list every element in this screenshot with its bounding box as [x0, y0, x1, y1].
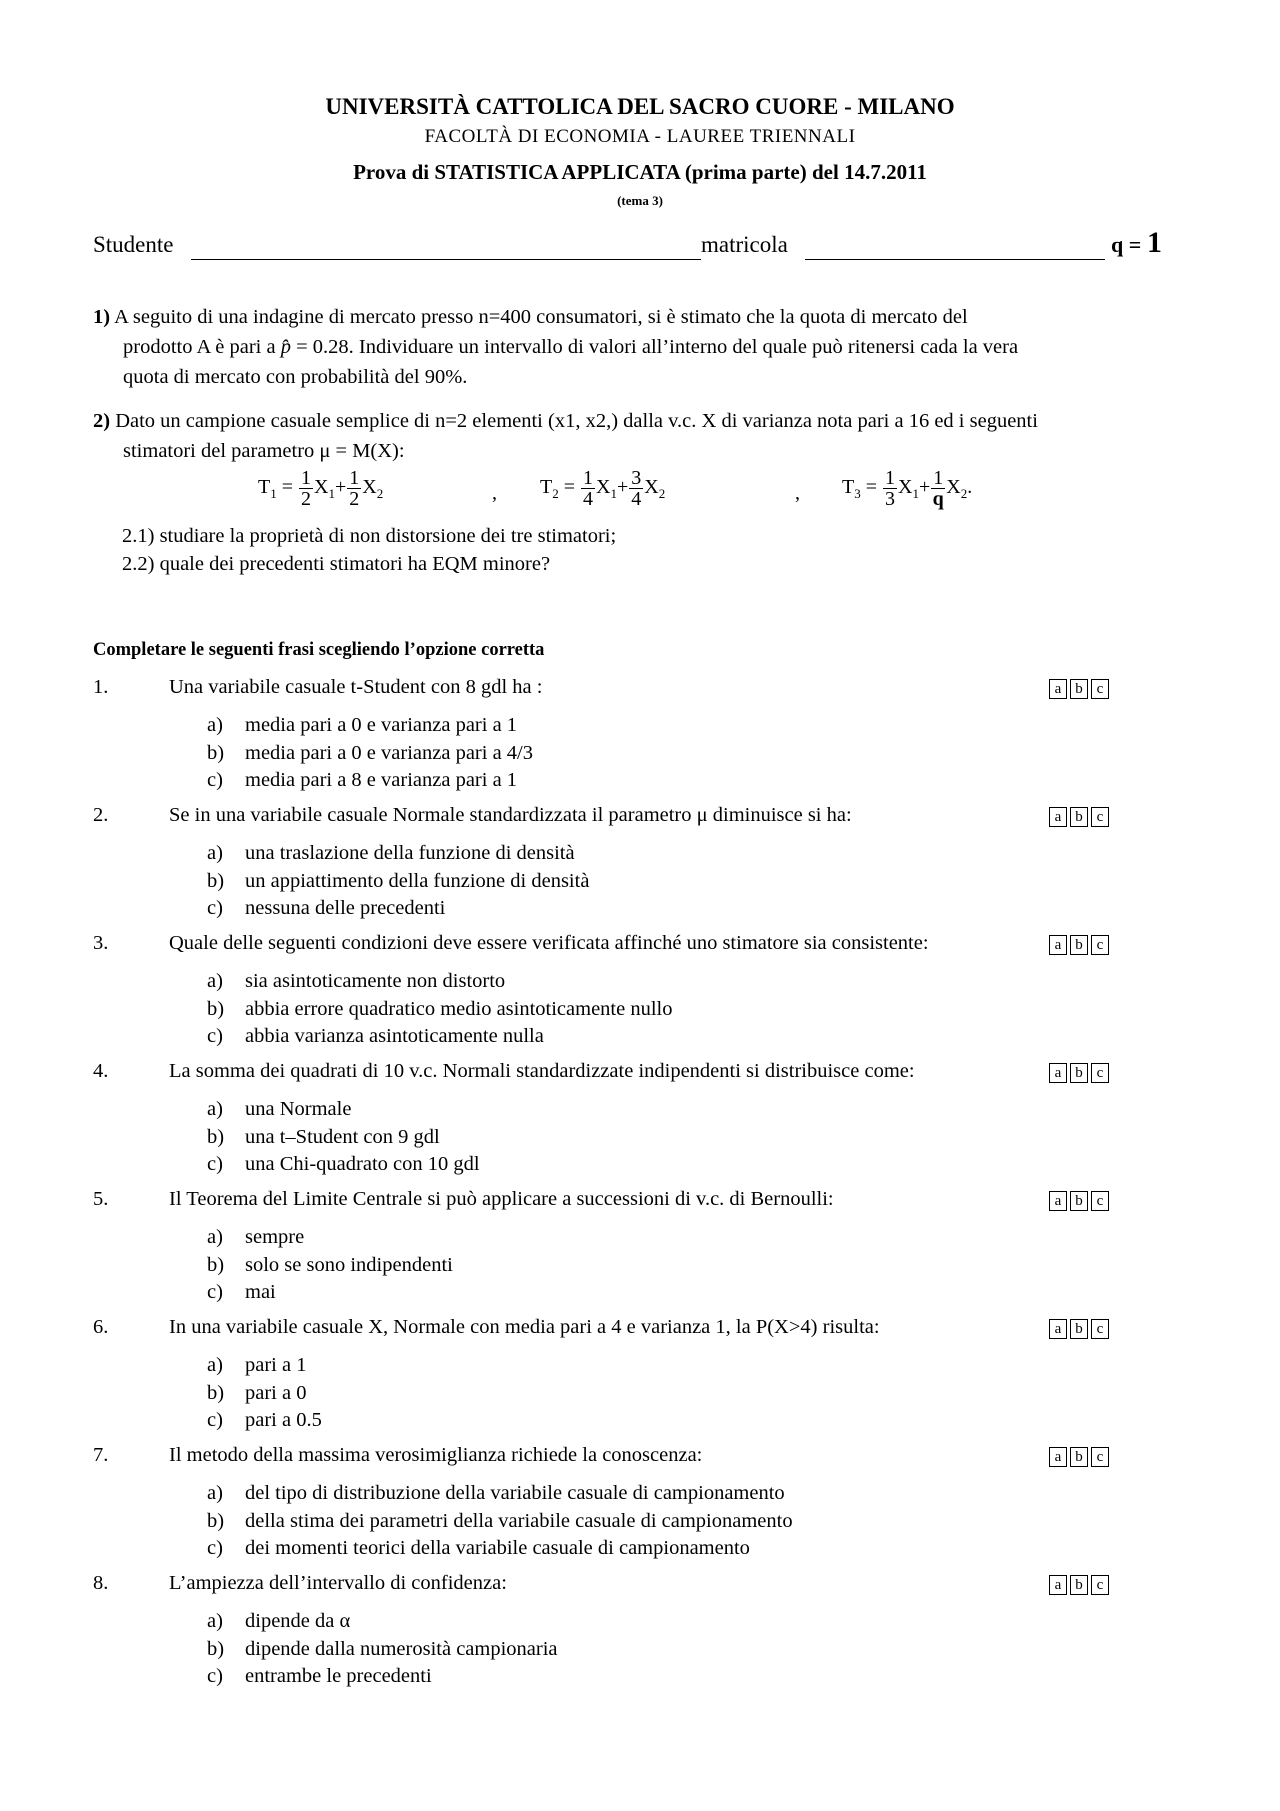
option-text: una t–Student con 9 gdl — [245, 1125, 440, 1148]
option-list — [207, 712, 533, 795]
option-text: abbia errore quadratico medio asintoticamente nullo — [245, 997, 673, 1020]
question-number: 6. — [93, 1316, 109, 1338]
option-letter: a) — [207, 1610, 223, 1632]
option-text: nessuna delle precedenti — [245, 897, 446, 919]
exercise-1-line-b: prodotto A è pari a p̂ = 0.28. Individuare un intervallo di valori all’interno del quale può ritenersi cada la vera — [123, 336, 1019, 358]
question-number: 4. — [93, 1060, 109, 1082]
option-letter: b) — [207, 1637, 225, 1660]
formula-t2: $T_2$ = $\frac{1}{4}$ $X_1+$ $\frac{3}{4}$ $X_2$ — [540, 467, 666, 510]
answer-box-a[interactable]: a — [1049, 1063, 1067, 1083]
option-item — [207, 1096, 480, 1124]
answer-box-a[interactable]: a — [1049, 807, 1067, 827]
option-text: entrambe le precedenti — [245, 1665, 432, 1687]
q-label: q = — [1111, 232, 1142, 257]
option-letter: b) — [207, 1509, 225, 1532]
option-text: pari a 1 — [245, 1354, 307, 1376]
option-letter: c) — [207, 1537, 223, 1559]
subquestion-2-1: 2.1) studiare la proprietà di non distorsione dei tre stimatori; — [122, 525, 617, 547]
answer-box-c[interactable]: c — [1091, 807, 1109, 827]
answer-box-c[interactable]: c — [1091, 1319, 1109, 1339]
question-number: 2. — [93, 804, 109, 826]
option-letter: b) — [207, 741, 225, 764]
student-label: Studente — [93, 232, 174, 257]
answer-boxes — [1049, 1191, 1109, 1211]
option-item — [207, 1663, 558, 1691]
q-value — [1111, 226, 1162, 260]
exam-title: Prova di STATISTICA APPLICATA (prima parte) del 14.7.2011 — [353, 160, 927, 184]
option-item — [207, 868, 589, 896]
question-text: Una variabile casuale t-Student con 8 gdl ha : — [169, 676, 543, 698]
answer-box-b[interactable]: b — [1070, 935, 1088, 955]
university-title: UNIVERSITÀ CATTOLICA DEL SACRO CUORE - MILANO — [325, 94, 955, 119]
answer-box-b[interactable]: b — [1070, 1447, 1088, 1467]
option-letter: c) — [207, 897, 223, 919]
matricola-label: matricola — [701, 232, 788, 257]
option-item — [207, 1124, 480, 1152]
option-item — [207, 968, 673, 996]
option-list — [207, 1096, 480, 1179]
exercise-1 — [93, 302, 1197, 392]
option-text: solo se sono indipendenti — [245, 1253, 453, 1276]
question-text: L’ampiezza dell’intervallo di confidenza: — [169, 1572, 507, 1594]
option-item — [207, 1279, 453, 1307]
option-letter: b) — [207, 1253, 225, 1276]
answer-box-b[interactable]: b — [1070, 1191, 1088, 1211]
option-text: mai — [245, 1281, 276, 1303]
answer-box-a[interactable]: a — [1049, 1319, 1067, 1339]
option-item — [207, 1224, 453, 1252]
option-text: della stima dei parametri della variabile casuale di campionamento — [245, 1509, 793, 1532]
option-text: sia asintoticamente non distorto — [245, 970, 506, 992]
option-item — [207, 1380, 322, 1408]
option-letter: c) — [207, 1025, 223, 1047]
answer-boxes — [1049, 807, 1109, 827]
option-letter: c) — [207, 1665, 223, 1687]
answer-box-c[interactable]: c — [1091, 1575, 1109, 1595]
option-text: un appiattimento della funzione di densità — [245, 869, 590, 892]
exercise-1-number: 1) — [93, 306, 111, 328]
exercise-2-number: 2) — [93, 410, 111, 432]
exercise-1-text-a: A seguito di una indagine di mercato presso n=400 consumatori, si è stimato che la quota di mercato del — [114, 306, 968, 328]
option-text: media pari a 0 e varianza pari a 1 — [245, 714, 518, 736]
question-text: Il Teorema del Limite Centrale si può applicare a successioni di v.c. di Bernoulli: — [169, 1188, 834, 1210]
subquestion-2-2: 2.2) quale dei precedenti stimatori ha EQM minore? — [122, 553, 551, 575]
exercise-1-text-c: quota di mercato con probabilità del 90%. — [123, 366, 468, 388]
option-letter: a) — [207, 842, 223, 864]
answer-box-a[interactable]: a — [1049, 679, 1067, 699]
multiple-choice-instructions: Completare le seguenti frasi scegliendo l’opzione corretta — [93, 640, 545, 660]
option-list — [207, 840, 589, 923]
formula-comma-1: , — [492, 482, 497, 504]
option-item — [207, 1407, 322, 1435]
option-text: dipende da α — [245, 1610, 351, 1632]
q-number: 1 — [1147, 226, 1163, 259]
question-number: 8. — [93, 1572, 109, 1594]
exercise-2-text-b: stimatori del parametro μ = M(X): — [123, 440, 405, 462]
answer-box-c[interactable]: c — [1091, 1063, 1109, 1083]
option-list — [207, 1224, 453, 1307]
option-text: una Normale — [245, 1098, 352, 1120]
answer-box-b[interactable]: b — [1070, 1319, 1088, 1339]
option-letter: c) — [207, 1409, 223, 1431]
answer-box-a[interactable]: a — [1049, 935, 1067, 955]
matricola-field[interactable] — [805, 259, 1105, 260]
question-text: In una variabile casuale X, Normale con media pari a 4 e varianza 1, la P(X>4) risulta: — [169, 1316, 880, 1338]
option-item — [207, 1352, 322, 1380]
question-number: 7. — [93, 1444, 109, 1466]
answer-box-b[interactable]: b — [1070, 1575, 1088, 1595]
question-text: Il metodo della massima verosimiglianza richiede la conoscenza: — [169, 1444, 703, 1466]
formula-t3: $T_3$ = $\frac{1}{3}$ $X_1+$ $\frac{1}{q}$ $X_2$. — [842, 467, 973, 510]
answer-boxes — [1049, 1447, 1109, 1467]
answer-box-a[interactable]: a — [1049, 1447, 1067, 1467]
answer-box-a[interactable]: a — [1049, 1191, 1067, 1211]
option-text: del tipo di distribuzione della variabile casuale di campionamento — [245, 1482, 785, 1504]
option-item — [207, 1535, 793, 1563]
option-item — [207, 895, 589, 923]
option-item — [207, 767, 533, 795]
answer-box-c[interactable]: c — [1091, 679, 1109, 699]
question-text: Se in una variabile casuale Normale standardizzata il parametro μ diminuisce si ha: — [169, 804, 852, 826]
answer-box-a[interactable]: a — [1049, 1575, 1067, 1595]
option-letter: a) — [207, 970, 223, 992]
answer-box-c[interactable]: c — [1091, 935, 1109, 955]
answer-box-b[interactable]: b — [1070, 679, 1088, 699]
option-letter: c) — [207, 1281, 223, 1303]
option-item — [207, 996, 673, 1024]
answer-box-b[interactable]: b — [1070, 807, 1088, 827]
exercise-2-text-a: Dato un campione casuale semplice di n=2 elementi (x1, x2,) dalla v.c. X di varianza nota pari a 16 ed i seguenti — [115, 410, 1038, 432]
option-text: una traslazione della funzione di densità — [245, 842, 575, 864]
student-name-field[interactable] — [191, 259, 701, 260]
exercise-2-subquestions — [122, 522, 616, 578]
option-letter: a) — [207, 1482, 223, 1504]
answer-box-b[interactable]: b — [1070, 1063, 1088, 1083]
option-text: pari a 0 — [245, 1381, 307, 1404]
answer-boxes — [1049, 935, 1109, 955]
formula-t1: $T_1$ = $\frac{1}{2}$ $X_1+$ $\frac{1}{2}$ $X_2$ — [258, 467, 384, 510]
option-list — [207, 1480, 793, 1563]
option-item — [207, 1608, 558, 1636]
exercise-2 — [93, 406, 1197, 466]
option-list — [207, 1608, 558, 1691]
option-letter: a) — [207, 1098, 223, 1120]
question-text: La somma dei quadrati di 10 v.c. Normali standardizzate indipendenti si distribuisce come: — [169, 1060, 915, 1082]
answer-box-c[interactable]: c — [1091, 1191, 1109, 1211]
option-item — [207, 840, 589, 868]
option-letter: b) — [207, 1381, 225, 1404]
option-letter: a) — [207, 714, 223, 736]
option-list — [207, 1352, 322, 1435]
option-letter: b) — [207, 869, 225, 892]
answer-boxes — [1049, 1319, 1109, 1339]
option-text: pari a 0.5 — [245, 1409, 322, 1431]
option-letter: c) — [207, 1153, 223, 1175]
question-number: 3. — [93, 932, 109, 954]
option-letter: a) — [207, 1354, 223, 1376]
option-item — [207, 1636, 558, 1664]
option-item — [207, 1508, 793, 1536]
option-letter: a) — [207, 1226, 223, 1248]
option-item — [207, 1252, 453, 1280]
answer-boxes — [1049, 1575, 1109, 1595]
student-info-row — [93, 226, 1183, 264]
option-letter: b) — [207, 1125, 225, 1148]
option-text: sempre — [245, 1226, 305, 1248]
option-item — [207, 712, 533, 740]
p-hat-symbol: p̂ — [280, 336, 291, 358]
option-item — [207, 1151, 480, 1179]
answer-boxes — [1049, 679, 1109, 699]
answer-box-c[interactable]: c — [1091, 1447, 1109, 1467]
theme-label: (tema 3) — [617, 193, 663, 208]
option-list — [207, 968, 673, 1051]
option-text: dei momenti teorici della variabile casuale di campionamento — [245, 1537, 750, 1559]
option-text: media pari a 0 e varianza pari a 4/3 — [245, 741, 533, 764]
formula-comma-2: , — [795, 482, 800, 504]
question-text: Quale delle seguenti condizioni deve essere verificata affinché uno stimatore sia consistente: — [169, 932, 929, 954]
option-letter: c) — [207, 769, 223, 791]
question-number: 1. — [93, 676, 109, 698]
option-text: media pari a 8 e varianza pari a 1 — [245, 769, 518, 791]
option-text: abbia varianza asintoticamente nulla — [245, 1025, 544, 1047]
answer-boxes — [1049, 1063, 1109, 1083]
option-letter: b) — [207, 997, 225, 1020]
option-text: una Chi-quadrato con 10 gdl — [245, 1153, 480, 1175]
question-number: 5. — [93, 1188, 109, 1210]
option-item — [207, 740, 533, 768]
option-item — [207, 1480, 793, 1508]
option-item — [207, 1023, 673, 1051]
faculty-title: FACOLTÀ DI ECONOMIA - LAUREE TRIENNALI — [424, 126, 856, 147]
option-text: dipende dalla numerosità campionaria — [245, 1637, 558, 1660]
